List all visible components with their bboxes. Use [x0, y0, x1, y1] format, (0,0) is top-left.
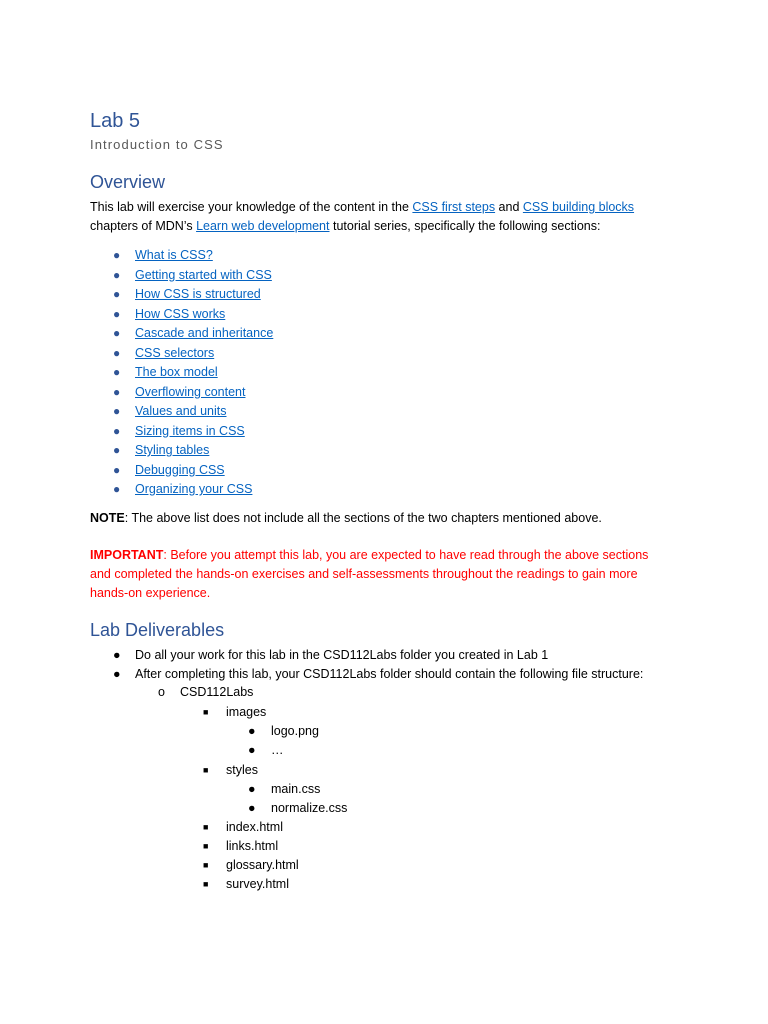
overview-intro-line1 [90, 198, 634, 217]
bullet-icon: ● [113, 326, 121, 340]
bullet-icon: ● [113, 482, 121, 496]
section-link[interactable]: Cascade and inheritance [135, 326, 274, 340]
square-bullet-icon: ■ [203, 765, 209, 775]
intro-text-3: tutorial series, specifically the following sections: [329, 219, 601, 233]
bullet-icon: ● [113, 423, 121, 438]
file-name: main.css [271, 782, 321, 796]
list-item [113, 665, 643, 684]
intro-and: and [495, 200, 523, 214]
folder-name: CSD112Labs [180, 685, 254, 699]
sections-list [113, 246, 273, 500]
list-item [113, 344, 273, 364]
page-title: Lab 5 [90, 110, 141, 132]
important-line3: hands-on experience. [90, 586, 211, 600]
list-item [113, 441, 273, 461]
section-link[interactable]: Getting started with CSS [135, 267, 272, 282]
bullet-icon: ● [113, 345, 121, 360]
deliverable-text: After completing this lab, your CSD112Labs folder should contain the following file structure: [135, 667, 644, 681]
bullet-icon: ● [113, 404, 121, 418]
square-bullet-icon: ■ [203, 879, 209, 889]
file-name: logo.png [271, 724, 319, 738]
square-bullet-icon: ■ [203, 707, 209, 717]
file-name: index.html [226, 820, 283, 834]
overview-intro-line2 [90, 217, 600, 236]
list-item [113, 646, 548, 665]
intro-text-1: This lab will exercise your knowledge of the content in the [90, 200, 413, 214]
tree-root [158, 683, 253, 702]
section-link[interactable]: Styling tables [135, 443, 210, 457]
list-item [113, 480, 273, 500]
intro-text-2: chapters of MDN’s [90, 219, 197, 233]
bullet-icon: ● [113, 384, 121, 399]
section-link[interactable]: Overflowing content [135, 384, 246, 399]
list-item [113, 363, 273, 383]
bullet-icon: ● [113, 667, 121, 681]
list-item [113, 305, 273, 325]
important-line1 [90, 546, 648, 565]
overview-heading: Overview [90, 172, 166, 192]
tree-file [248, 722, 319, 741]
list-item [113, 266, 273, 286]
tree-folder-styles [203, 761, 258, 780]
important-label: IMPORTANT [90, 548, 164, 562]
section-link[interactable]: The box model [135, 365, 218, 379]
file-name: links.html [226, 839, 279, 853]
section-link[interactable]: Debugging CSS [135, 462, 225, 477]
tree-file [248, 780, 320, 799]
important-text-1: : Before you attempt this lab, you are expected to have read through the above sections [163, 548, 649, 562]
tree-file [203, 837, 278, 856]
bullet-icon: ● [113, 648, 121, 662]
bullet-icon: ● [248, 801, 256, 815]
section-link[interactable]: What is CSS? [135, 248, 213, 262]
tree-file [203, 856, 299, 875]
section-link[interactable]: Sizing items in CSS [135, 423, 245, 438]
list-item [113, 383, 273, 403]
file-name: … [271, 743, 284, 757]
list-item [113, 246, 273, 266]
folder-name: images [226, 705, 267, 719]
bullet-icon: ● [113, 248, 121, 262]
bullet-icon: ● [113, 443, 121, 457]
note-label: NOTE [90, 511, 125, 525]
folder-name: styles [226, 763, 258, 777]
square-bullet-icon: ■ [203, 822, 209, 832]
file-name: glossary.html [226, 858, 299, 872]
list-item [113, 324, 273, 344]
bullet-icon: ● [248, 782, 256, 796]
bullet-icon: ● [113, 267, 121, 282]
list-item [113, 422, 273, 442]
deliverables-heading: Lab Deliverables [90, 620, 225, 640]
bullet-icon: ● [113, 287, 121, 301]
bullet-icon: ● [248, 724, 256, 738]
list-item [113, 285, 273, 305]
section-link[interactable]: How CSS works [135, 306, 226, 321]
tree-file [203, 818, 283, 837]
section-link[interactable]: Values and units [135, 404, 227, 418]
tree-file [248, 741, 284, 760]
square-bullet-icon: ■ [203, 860, 209, 870]
bullet-icon: ● [248, 743, 256, 757]
tree-file [203, 875, 289, 894]
square-bullet-icon: ■ [203, 841, 209, 851]
page-subtitle: Introduction to CSS [90, 137, 224, 152]
link-css-building-blocks[interactable]: CSS building blocks [522, 200, 635, 214]
bullet-icon: ● [113, 306, 121, 321]
tree-folder-images [203, 703, 266, 722]
note-text: : The above list does not include all the sections of the two chapters mentioned above. [124, 511, 602, 525]
file-name: survey.html [226, 877, 289, 891]
section-link[interactable]: Organizing your CSS [135, 482, 253, 496]
section-link[interactable]: CSS selectors [135, 345, 215, 360]
bullet-icon: ● [113, 365, 121, 379]
section-link[interactable]: How CSS is structured [135, 287, 261, 301]
circle-bullet-icon: o [158, 685, 165, 699]
deliverable-text: Do all your work for this lab in the CSD112Labs folder you created in Lab 1 [135, 648, 549, 662]
bullet-icon: ● [113, 462, 121, 477]
list-item [113, 461, 273, 481]
tree-file [248, 799, 347, 818]
note-paragraph [90, 509, 602, 528]
link-learn-web-development[interactable]: Learn web development [196, 219, 330, 233]
list-item [113, 402, 273, 422]
file-name: normalize.css [271, 801, 348, 815]
important-line2: and completed the hands-on exercises and self-assessments throughout the readings to gain more [90, 567, 638, 581]
link-css-first-steps[interactable]: CSS first steps [412, 200, 496, 214]
